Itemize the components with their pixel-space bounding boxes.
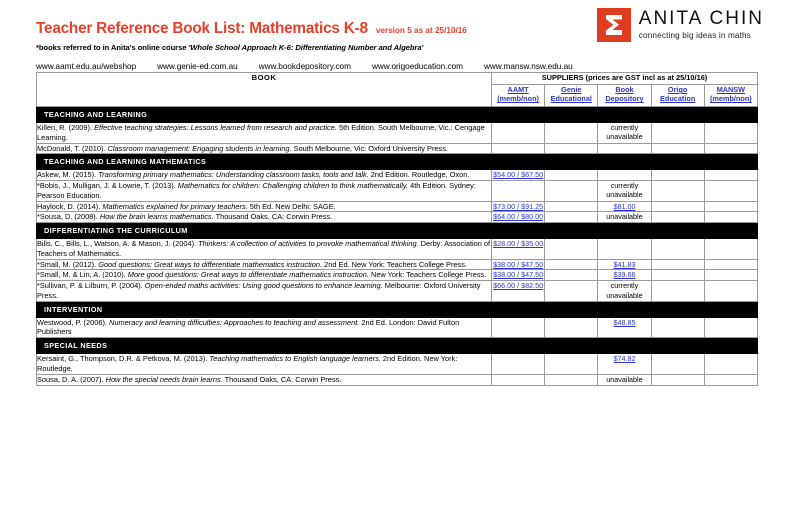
column-header-book-depository[interactable] bbox=[598, 85, 651, 107]
citation-publisher: New York: Teachers College Press. bbox=[368, 270, 487, 280]
column-header-aamt-line1: AAMT bbox=[507, 85, 529, 94]
price-cell-aamt[interactable] bbox=[492, 170, 545, 181]
availability-text: currently unavailable bbox=[606, 181, 643, 200]
price-cell-book-depository bbox=[598, 181, 651, 202]
citation-title: How the brain learns mathematics. bbox=[99, 212, 214, 222]
citation-author: Bills, C., Bills, L., Watson, A. & Mason, J. (2004). bbox=[37, 239, 199, 249]
price-cell-origo bbox=[651, 201, 704, 212]
column-header-genie-line1: Genie bbox=[561, 85, 582, 94]
document-header bbox=[36, 0, 764, 72]
citation-title: Thinkers: A collection of activities to provoke mathematical thinking. bbox=[198, 239, 419, 249]
column-header-mansw-line2: (memb/non) bbox=[709, 94, 752, 104]
table-row bbox=[37, 239, 758, 260]
price-cell-mansw bbox=[704, 270, 757, 281]
table-body bbox=[37, 107, 758, 386]
section-header-row bbox=[37, 338, 758, 354]
url-bookdepository[interactable]: www.bookdepository.com bbox=[258, 62, 351, 71]
column-header-bookdepository-line1: Book bbox=[615, 85, 634, 94]
price-cell-aamt[interactable] bbox=[492, 259, 545, 270]
price-cell-aamt bbox=[492, 374, 545, 385]
citation-title: Mathematics for children: Challenging children to think mathematically. bbox=[177, 181, 409, 191]
availability-text: currently unavailable bbox=[606, 123, 643, 142]
price-cell-book-depository bbox=[598, 281, 651, 302]
price-cell-mansw bbox=[704, 317, 757, 338]
price-cell-genie bbox=[545, 212, 598, 223]
price-cell-mansw bbox=[704, 374, 757, 385]
price-link[interactable]: $73.00 / $91.25 bbox=[493, 201, 544, 211]
citation-author: Westwood, P. (2006). bbox=[37, 317, 110, 327]
citation-author: McDonald, T. (2010). bbox=[37, 143, 108, 153]
book-citation-cell bbox=[37, 201, 492, 212]
book-citation-cell bbox=[37, 317, 492, 338]
citation-author: *Bobis, J., Mulligan, J. & Lowrie, T. (2013). bbox=[37, 181, 178, 191]
price-cell-book-depository[interactable] bbox=[598, 354, 651, 375]
price-link[interactable]: $81.00 bbox=[613, 201, 636, 211]
anita-chin-logo bbox=[597, 8, 764, 42]
price-cell-book-depository[interactable] bbox=[598, 270, 651, 281]
citation-author: Sousa, D. A. (2007). bbox=[37, 374, 106, 384]
subtitle-course-name: 'Whole School Approach K-6: Differentiating Number and Algebra' bbox=[188, 43, 424, 52]
price-cell-aamt bbox=[492, 181, 545, 202]
section-header-label: INTERVENTION bbox=[37, 301, 758, 317]
citation-publisher: Thousand Oaks, CA: Corwin Press. bbox=[222, 374, 342, 384]
price-cell-book-depository bbox=[598, 239, 651, 260]
table-row bbox=[37, 212, 758, 223]
book-citation-cell bbox=[37, 354, 492, 375]
url-aamt[interactable]: www.aamt.edu.au/webshop bbox=[36, 62, 137, 71]
section-header-row bbox=[37, 301, 758, 317]
section-header-row bbox=[37, 154, 758, 170]
price-cell-book-depository bbox=[598, 143, 651, 154]
citation-title: Numeracy and learning difficulties: Approaches to teaching and assessment. bbox=[109, 317, 360, 327]
availability-text: currently unavailable bbox=[606, 281, 643, 300]
price-cell-origo bbox=[651, 123, 704, 144]
price-cell-aamt[interactable] bbox=[492, 270, 545, 281]
table-row bbox=[37, 201, 758, 212]
citation-author: Askew, M. (2015). bbox=[37, 170, 99, 180]
section-header-label: DIFFERENTIATING THE CURRICULUM bbox=[37, 223, 758, 239]
citation-publisher: South Melbourne, Vic: Oxford University Press. bbox=[291, 143, 448, 153]
price-link[interactable]: $38.00 / $47.50 bbox=[493, 259, 544, 269]
price-cell-book-depository bbox=[598, 374, 651, 385]
price-link[interactable]: $28.00 / $35.00 bbox=[493, 239, 544, 249]
price-cell-genie bbox=[545, 281, 598, 302]
price-cell-origo bbox=[651, 354, 704, 375]
book-citation-cell bbox=[37, 143, 492, 154]
price-cell-origo bbox=[651, 281, 704, 302]
section-header-label: TEACHING AND LEARNING MATHEMATICS bbox=[37, 154, 758, 170]
price-link[interactable]: $74.82 bbox=[613, 354, 636, 364]
price-cell-aamt[interactable] bbox=[492, 212, 545, 223]
price-link[interactable]: $38.00 / $47.50 bbox=[493, 270, 544, 280]
price-cell-book-depository bbox=[598, 170, 651, 181]
price-cell-genie bbox=[545, 354, 598, 375]
citation-publisher: 2nd Edition. Routledge, Oxon. bbox=[368, 170, 470, 180]
price-cell-origo bbox=[651, 212, 704, 223]
url-genie[interactable]: www.genie-ed.com.au bbox=[157, 62, 238, 71]
price-cell-genie bbox=[545, 201, 598, 212]
version-label: version 5 as at 25/10/16 bbox=[375, 26, 467, 35]
citation-title: Teaching mathematics to English language learners. bbox=[209, 354, 381, 364]
citation-publisher: 5th Edition. South Melbourne, Vic.: Cengage Learning. bbox=[37, 123, 485, 142]
price-cell-aamt bbox=[492, 354, 545, 375]
price-cell-mansw bbox=[704, 259, 757, 270]
table-row bbox=[37, 259, 758, 270]
price-cell-aamt[interactable] bbox=[492, 201, 545, 212]
column-header-origo[interactable] bbox=[651, 85, 704, 107]
price-link[interactable]: $41.83 bbox=[613, 259, 636, 269]
citation-title: Mathematics explained for primary teachers. bbox=[102, 201, 248, 211]
citation-publisher: 2nd Edition. New York: Routledge. bbox=[37, 354, 458, 374]
citation-publisher: Thousand Oaks, CA: Corwin Press. bbox=[213, 212, 333, 222]
table-row bbox=[37, 270, 758, 281]
column-header-genie-line2: Educational bbox=[550, 94, 592, 104]
column-header-mansw[interactable] bbox=[704, 85, 757, 107]
logo-brand-name: ANITA CHIN bbox=[638, 8, 764, 30]
citation-publisher: 2nd Ed. New York: Teachers College Press. bbox=[322, 259, 467, 269]
book-citation-cell bbox=[37, 281, 492, 302]
price-cell-mansw bbox=[704, 212, 757, 223]
price-cell-genie bbox=[545, 170, 598, 181]
column-header-aamt-line2: (memb/non) bbox=[497, 94, 539, 104]
column-header-origo-line2: Education bbox=[660, 94, 696, 104]
table-row bbox=[37, 317, 758, 338]
table-head bbox=[37, 73, 758, 107]
url-mansw[interactable]: www.mansw.nsw.edu.au bbox=[483, 62, 573, 71]
column-header-mansw-line1: MANSW bbox=[716, 85, 746, 94]
book-citation-cell bbox=[37, 259, 492, 270]
price-cell-origo bbox=[651, 270, 704, 281]
citation-publisher: Melbourne: Oxford University Press. bbox=[37, 281, 481, 300]
citation-author: Haylock, D. (2014). bbox=[37, 201, 103, 211]
price-cell-origo bbox=[651, 374, 704, 385]
book-list-table bbox=[36, 72, 758, 386]
price-cell-book-depository bbox=[598, 212, 651, 223]
price-cell-genie bbox=[545, 143, 598, 154]
supplier-url-list bbox=[36, 62, 764, 71]
price-cell-mansw bbox=[704, 354, 757, 375]
table-row bbox=[37, 281, 758, 302]
price-cell-mansw bbox=[704, 281, 757, 302]
price-cell-aamt[interactable] bbox=[492, 239, 545, 260]
citation-author: Killen, R. (2009). bbox=[37, 123, 95, 132]
table-row bbox=[37, 170, 758, 181]
citation-title: Transforming primary mathematics: Understanding classroom tasks, tools and talk. bbox=[98, 170, 369, 180]
citation-title: Good questions: Great ways to differentiate mathematics instruction. bbox=[98, 259, 323, 269]
subtitle bbox=[36, 43, 764, 52]
book-citation-cell bbox=[37, 181, 492, 202]
book-citation-cell bbox=[37, 239, 492, 260]
price-cell-aamt[interactable] bbox=[492, 281, 545, 302]
column-group-header-suppliers: SUPPLIERS (prices are GST incl as at 25/10/16) bbox=[492, 73, 758, 85]
price-cell-book-depository bbox=[598, 123, 651, 144]
price-cell-aamt bbox=[492, 143, 545, 154]
table-row bbox=[37, 143, 758, 154]
price-cell-mansw bbox=[704, 181, 757, 202]
price-link[interactable]: $48.85 bbox=[613, 317, 636, 327]
price-cell-mansw bbox=[704, 170, 757, 181]
price-cell-origo bbox=[651, 317, 704, 338]
availability-text: unavailable bbox=[606, 212, 643, 222]
price-cell-mansw bbox=[704, 143, 757, 154]
price-cell-genie bbox=[545, 239, 598, 260]
price-cell-genie bbox=[545, 317, 598, 338]
book-citation-cell bbox=[37, 212, 492, 223]
book-citation-cell bbox=[37, 270, 492, 281]
price-cell-mansw bbox=[704, 123, 757, 144]
section-header-label: SPECIAL NEEDS bbox=[37, 338, 758, 354]
column-header-origo-line1: Origo bbox=[667, 85, 688, 94]
price-cell-origo bbox=[651, 181, 704, 202]
subtitle-prefix: *books referred to in Anita's online course bbox=[36, 43, 189, 52]
citation-author: *Small, M. & Lin, A. (2010). bbox=[37, 270, 128, 280]
price-cell-book-depository[interactable] bbox=[598, 259, 651, 270]
book-citation-cell bbox=[37, 374, 492, 385]
price-link[interactable]: $64.00 / $80.00 bbox=[493, 212, 544, 222]
price-cell-genie bbox=[545, 123, 598, 144]
price-link[interactable]: $54.00 / $67.50 bbox=[493, 170, 544, 180]
book-citation-cell bbox=[37, 170, 492, 181]
price-cell-origo bbox=[651, 143, 704, 154]
section-header-row bbox=[37, 107, 758, 123]
price-cell-genie bbox=[545, 259, 598, 270]
table-row bbox=[37, 123, 758, 144]
price-cell-aamt bbox=[492, 317, 545, 338]
price-cell-origo bbox=[651, 239, 704, 260]
price-link[interactable]: $39.66 bbox=[613, 270, 636, 280]
citation-title: Open-ended maths activities: Using good questions to enhance learning. bbox=[144, 281, 383, 291]
citation-publisher: 4th Edition. Sydney: Pearson Education. bbox=[37, 181, 476, 200]
price-link[interactable]: $66.00 / $82.50 bbox=[493, 281, 544, 291]
citation-publisher: 2nd Ed. London: David Fulton Publishers bbox=[37, 317, 460, 337]
table-row bbox=[37, 181, 758, 202]
logo-tagline: connecting big ideas in maths bbox=[638, 31, 751, 41]
column-header-bookdepository-line2: Depository bbox=[605, 94, 644, 104]
citation-author: *Small, M. (2012). bbox=[37, 259, 99, 269]
column-header-book: BOOK bbox=[37, 73, 492, 107]
column-header-genie[interactable] bbox=[545, 85, 598, 107]
price-cell-mansw bbox=[704, 239, 757, 260]
table-row bbox=[37, 354, 758, 375]
price-cell-aamt bbox=[492, 123, 545, 144]
page-title: Teacher Reference Book List: Mathematics K-8 bbox=[36, 20, 368, 37]
citation-author: *Sousa, D. (2008). bbox=[37, 212, 100, 222]
availability-text: unavailable bbox=[606, 374, 643, 384]
section-header-row bbox=[37, 223, 758, 239]
price-cell-genie bbox=[545, 374, 598, 385]
price-cell-mansw bbox=[704, 201, 757, 212]
section-header-label: TEACHING AND LEARNING bbox=[37, 107, 758, 123]
citation-publisher: Derby: Association of Teachers of Mathematics. bbox=[37, 239, 491, 258]
url-origo[interactable]: www.origoeducation.com bbox=[371, 62, 463, 71]
citation-publisher: 5th Ed. New Delhi: SAGE. bbox=[247, 201, 336, 211]
price-cell-origo bbox=[651, 170, 704, 181]
citation-author: Kersaint, G., Thompson, D.R. & Petkova, M. (2013). bbox=[37, 354, 210, 364]
sigma-icon bbox=[597, 8, 631, 42]
price-cell-origo bbox=[651, 259, 704, 270]
price-cell-genie bbox=[545, 270, 598, 281]
logo-text-block bbox=[639, 9, 764, 40]
price-cell-genie bbox=[545, 181, 598, 202]
table-row bbox=[37, 374, 758, 385]
price-cell-book-depository[interactable] bbox=[598, 317, 651, 338]
citation-title: More good questions: Great ways to differentiate mathematics instruction. bbox=[127, 270, 369, 280]
price-cell-book-depository[interactable] bbox=[598, 201, 651, 212]
citation-title: How the special needs brain learns. bbox=[105, 374, 223, 384]
citation-title: Classroom management: Engaging students in learning. bbox=[107, 143, 292, 153]
citation-title: Effective teaching strategies: Lessons learned from research and practice. bbox=[94, 123, 337, 132]
citation-author: *Sullivan, P. & Lilburn, P. (2004). bbox=[37, 281, 145, 291]
column-header-aamt[interactable] bbox=[492, 85, 545, 107]
book-citation-cell bbox=[37, 123, 492, 144]
